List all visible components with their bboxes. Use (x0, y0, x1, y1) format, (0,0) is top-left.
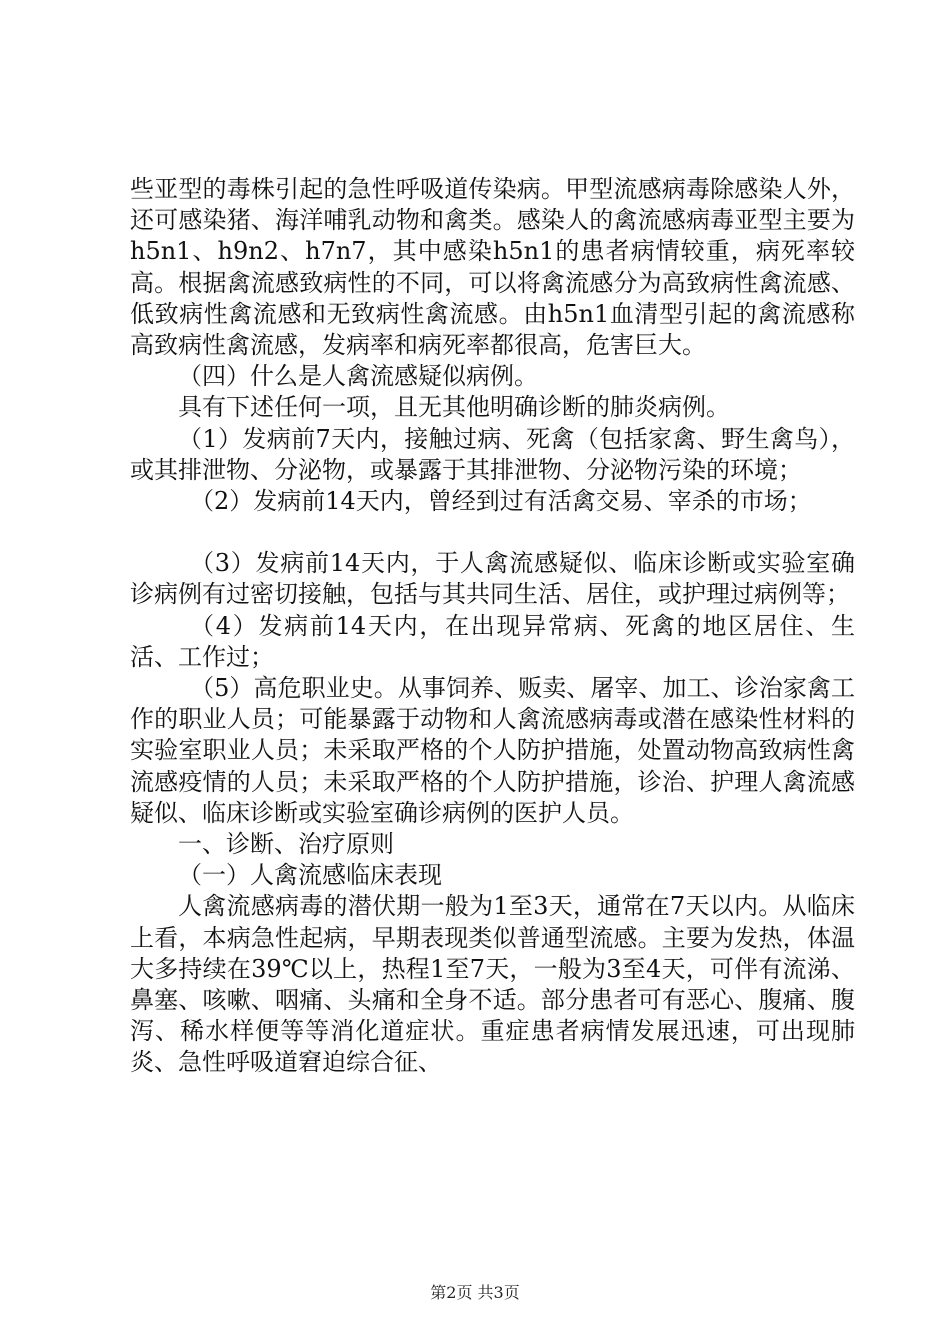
section-heading-diagnosis: 一、诊断、治疗原则 (178, 830, 394, 859)
heading-suspected-case: （四）什么是人禽流感疑似病例。 (178, 362, 538, 391)
document-body (130, 174, 855, 1079)
criteria-item-4: （4）发病前14天内，在出现异常病、死禽的地区居住、生活、工作过； (130, 611, 855, 671)
paragraph-subtype-description: 些亚型的毒株引起的急性呼吸道传染病。甲型流感病毒除感染人外，还可感染猪、海洋哺乳动物和禽类。感染人的禽流感病毒亚型主要为h5n1、h9n2、h7n7，其中感染h5n1的患者病情较重，病死率较高。根据禽流感致病性的不同，可以将禽流感分为高致病性禽流感、低致病性禽流感和无致病性禽流感。由h5n1血清型引起的禽流感称高致病性禽流感，发病率和病死率都很高，危害巨大。 (130, 175, 855, 360)
criteria-item-1: （1）发病前7天内，接触过病、死禽（包括家禽、野生禽鸟），或其排泄物、分泌物，或暴露于其排泄物、分泌物污染的环境； (130, 424, 855, 484)
criteria-item-3: （3）发病前14天内，于人禽流感疑似、临床诊断或实验室确诊病例有过密切接触，包括与其共同生活、居住，或护理过病例等； (130, 549, 855, 609)
subheading-clinical-manifestation: （一）人禽流感临床表现 (178, 861, 442, 890)
page-footer: 第2页 共3页 (430, 1283, 520, 1302)
criteria-item-2: （2）发病前14天内，曾经到过有活禽交易、宰杀的市场； (190, 487, 812, 516)
criteria-item-5: （5）高危职业史。从事饲养、贩卖、屠宰、加工、诊治家禽工作的职业人员；可能暴露于动物和人禽流感病毒或潜在感染性材料的实验室职业人员；未采取严格的个人防护措施，处置动物高致病性禽流感疫情的人员；未采取严格的个人防护措施，诊治、护理人禽流感疑似、临床诊断或实验室确诊病例的医护人员。 (130, 674, 855, 827)
paragraph-clinical-description: 人禽流感病毒的潜伏期一般为1至3天，通常在7天以内。从临床上看，本病急性起病，早期表现类似普通型流感。主要为发热，体温大多持续在39℃以上，热程1至7天，一般为3至4天，可伴有流涕、鼻塞、咳嗽、咽痛、头痛和全身不适。部分患者可有恶心、腹痛、腹泻、稀水样便等等消化道症状。重症患者病情发展迅速，可出现肺炎、急性呼吸道窘迫综合征、 (130, 892, 855, 1077)
paragraph-criteria-intro: 具有下述任何一项，且无其他明确诊断的肺炎病例。 (178, 393, 730, 422)
